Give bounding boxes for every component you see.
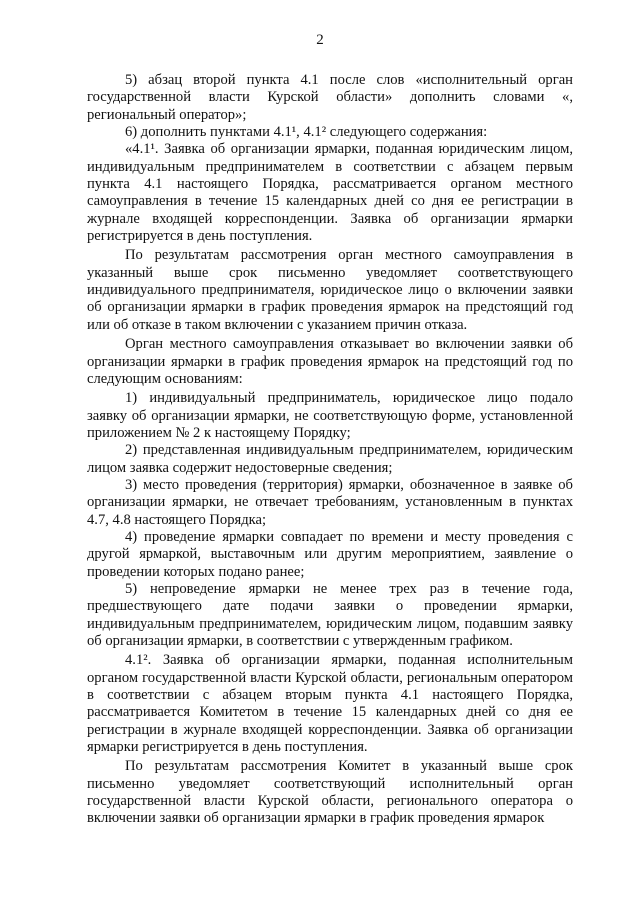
paragraph-committee-review-result: По результатам рассмотрения Комитет в указанный выше срок письменно уведомляет соответствующий исполнительный орган государственной власти Курской области, регионального оператора о включении заявки об организации ярмарки в график проведения ярмарок	[87, 758, 573, 827]
paragraph-refusal-ground-3: 3) место проведения (территория) ярмарки, обозначенное в заявке об организации ярмарки, не отвечает требованиям, установленным в пунктах 4.7, 4.8 настоящего Порядка;	[87, 476, 573, 528]
document-body	[87, 72, 573, 828]
paragraph-item-5-amendment: 5) абзац второй пункта 4.1 после слов «исполнительный орган государственной власти Курской области» дополнить словами «, региональный оператор»;	[87, 72, 573, 123]
paragraph-clause-4-1-1: «4.1¹. Заявка об организации ярмарки, поданная юридическим лицом, индивидуальным предпринимателем в соответствии с абзацем первым пункта 4.1 настоящего Порядка, рассматривается органом местного самоуправления в течение 15 календарных дней со дня ее регистрации в журнале входящей корреспонденции. Заявка об организации ярмарки регистрируется в день поступления.	[87, 141, 573, 245]
paragraph-refusal-ground-5: 5) непроведение ярмарки не менее трех раз в течение года, предшествующего дате подачи заявки о проведении ярмарки, индивидуальным предпринимателем, юридическим лицом, подавшим заявку об организации ярмарки, в соответствии с утвержденным графиком.	[87, 580, 573, 649]
paragraph-clause-4-1-2: 4.1². Заявка об организации ярмарки, поданная исполнительным органом государственной власти Курской области, региональным оператором в соответствии с абзацем вторым пункта 4.1 настоящего Порядка, рассматривается Комитетом в течение 15 календарных дней со дня ее регистрации в журнале входящей корреспонденции. Заявка об организации ярмарки регистрируется в день поступления.	[87, 652, 573, 756]
paragraph-refusal-ground-1: 1) индивидуальный предприниматель, юридическое лицо подало заявку об организации ярмарки, не соответствующую форме, установленной приложением № 2 к настоящему Порядку;	[87, 390, 573, 441]
paragraph-refusal-ground-2: 2) представленная индивидуальным предпринимателем, юридическим лицом заявка содержит недостоверные сведения;	[87, 442, 573, 476]
page-number: 2	[316, 32, 324, 48]
paragraph-refusal-grounds-intro: Орган местного самоуправления отказывает во включении заявки об организации ярмарки в график проведения ярмарок на предстоящий год по следующим основаниям:	[87, 336, 573, 387]
paragraph-municipal-review-result: По результатам рассмотрения орган местного самоуправления в указанный выше срок письменно уведомляет соответствующего индивидуального предпринимателя, юридическое лицо о включении заявки об организации ярмарки в график проведения ярмарок на предстоящий год или об отказе в таком включении с указанием причин отказа.	[87, 247, 573, 333]
paragraph-refusal-ground-4: 4) проведение ярмарки совпадает по времени и месту проведения с другой ярмаркой, выставочным или другим мероприятием, заявление о проведении которых подано ранее;	[87, 528, 573, 580]
paragraph-item-6-amendment: 6) дополнить пунктами 4.1¹, 4.1² следующего содержания:	[125, 124, 488, 141]
